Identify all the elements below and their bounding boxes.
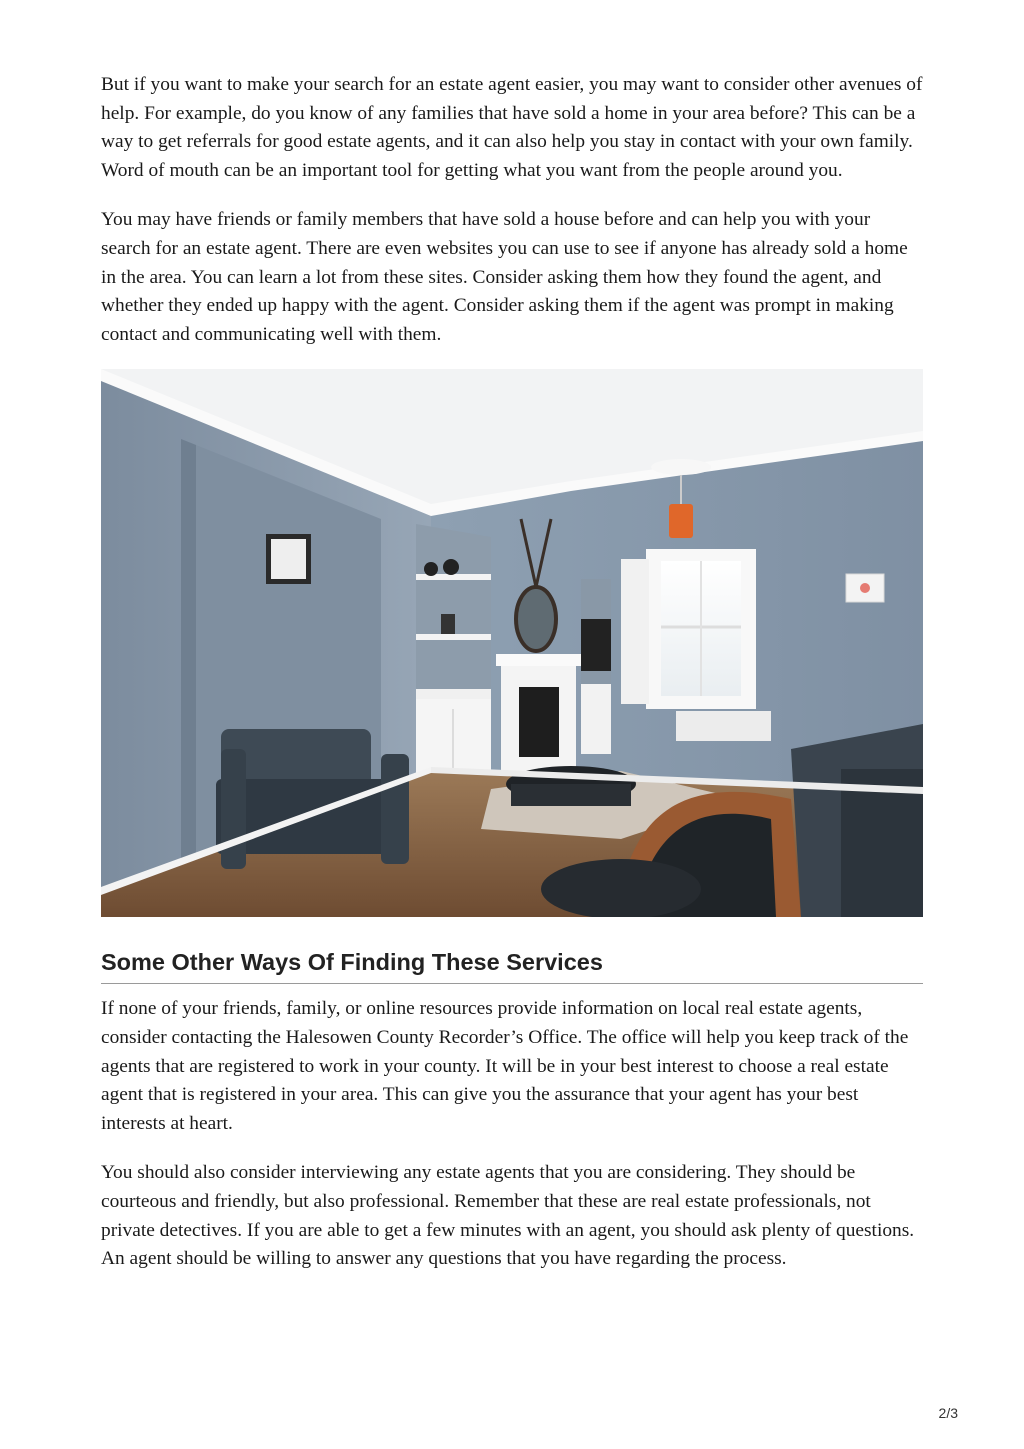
paragraph-county-recorder: If none of your friends, family, or online resources provide information on local real estate agents, consider contacting the Halesowen County Recorder’s Office. The office will help you keep track of the agents that are registered to work in your county. It will be in your best interest to choose a real estate agent that is registered in your area. This can give you the assurance that your agent has your best interests at heart. xyxy=(101,998,909,1134)
paragraph-referrals: But if you want to make your search for an estate agent easier, you may want to consider other avenues of help. For example, do you know of any families that have sold a home in your area before? This can be a way to get referrals for good estate agents, and it can also help you stay in contact with your own family. Word of mouth can be an important tool for getting what you want from the people around you. xyxy=(101,74,923,181)
living-room-photo xyxy=(101,369,923,917)
paragraph-interviewing: You should also consider interviewing any estate agents that you are considering. They should be courteous and friendly, but also professional. Remember that these are real estate professionals, not private detectives. If you are able to get a few minutes with an agent, you should ask plenty of questions. An agent should be willing to answer any questions that you have regarding the process. xyxy=(101,1162,915,1270)
article-content xyxy=(101,71,923,1274)
section-heading: Some Other Ways Of Finding These Services xyxy=(101,947,923,984)
page-number: 2/3 xyxy=(938,1405,958,1421)
paragraph-friends-family: You may have friends or family members that have sold a house before and can help you with your search for an estate agent. There are even websites you can use to see if anyone has already sold a home in the area. You can learn a lot from these sites. Consider asking them how they found the agent, and whether they ended up happy with the agent. Consider asking them if the agent was prompt in making contact and communicating well with them. xyxy=(101,209,908,345)
